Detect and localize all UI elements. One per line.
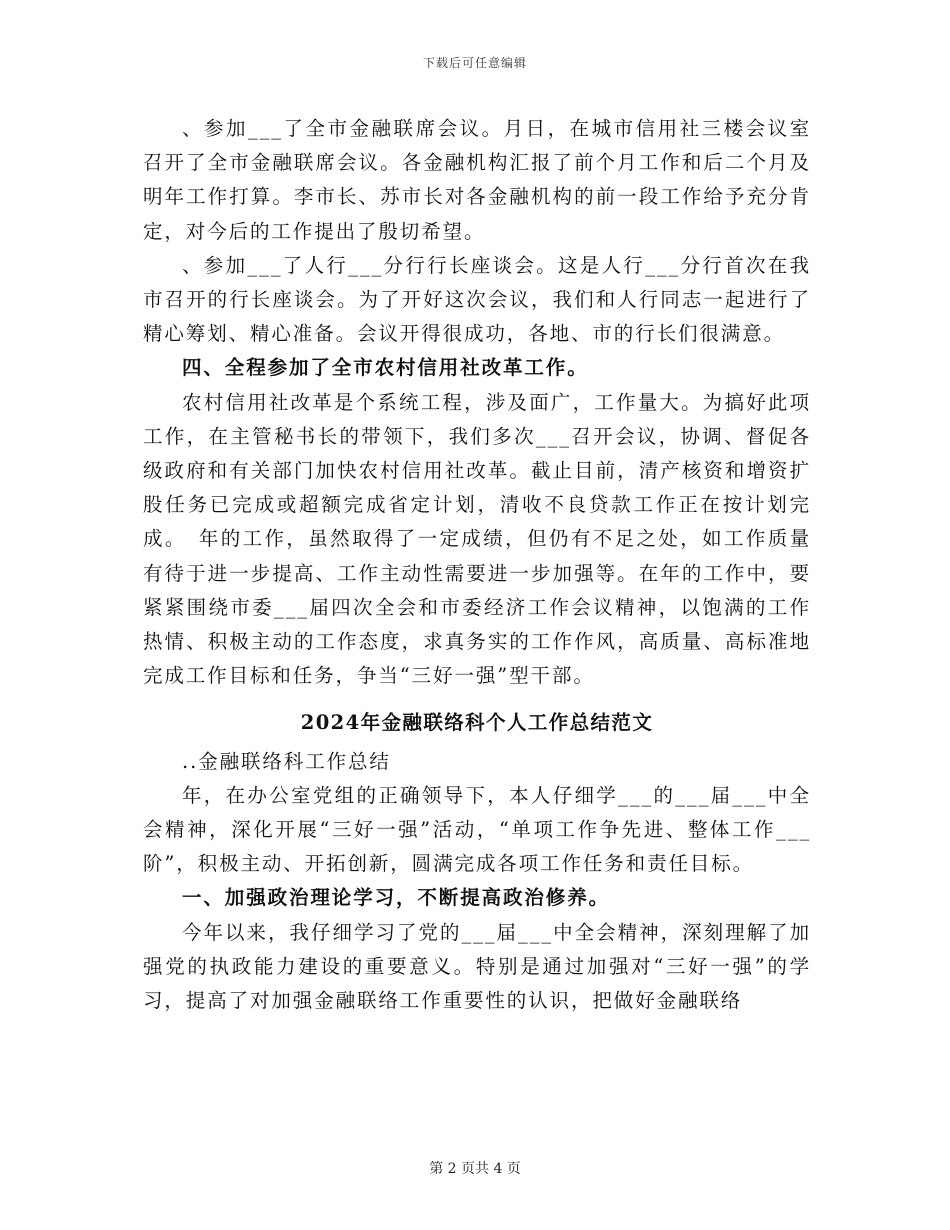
page-header: 下载后可任意编辑 <box>422 56 527 70</box>
paragraph-intro: 年，在办公室党组的正确领导下，本人仔细学___的___届___中全会精神，深化开展“三好一强”活动，“单项工作争先进、整体工作___阶”，积极主动、开拓创新，圆满完成各项工作任务和责任目标。 <box>143 783 811 876</box>
page-footer: 第 2 页共 4 页 <box>429 1161 521 1177</box>
paragraph-financial-meeting: 、参加___了全市金融联席会议。月日，在城市信用社三楼会议室召开了全市金融联席会议。各金融机构汇报了前个月工作和后二个月及明年工作打算。李市长、苏市长对各金融机构的前一段工作给予充分肯定，对今后的工作提出了殷切希望。 <box>143 117 811 243</box>
paragraph-study: 今年以来，我仔细学习了党的___届___中全会精神，深刻理解了加强党的执政能力建设的重要意义。特别是通过加强对“三好一强”的学习，提高了对加强金融联络工作重要性的认识，把做好金融联络 <box>143 920 811 1013</box>
heading-rural-credit-reform: 四、全程参加了全市农村信用社改革工作。 <box>182 356 589 380</box>
paragraph-bank-forum: 、参加___了人行___分行行长座谈会。这是人行___分行首次在我市召开的行长座谈会。为了开好这次会议，我们和人行同志一起进行了精心筹划、精心准备。会议开得很成功，各地、市的行长们很满意。 <box>143 253 811 346</box>
paragraph-rural-credit: 农村信用社改革是个系统工程，涉及面广，工作量大。为搞好此项工作，在主管秘书长的带领下，我们多次___召开会议，协调、督促各级政府和有关部门加快农村信用社改革。截止目前，清产核资和增资扩股任务已完成或超额完成省定计划，清收不良贷款工作正在按计划完成。 年的工作，虽然取得了一定成绩，但仍有不足之处，如工作质量有待于进一步提高、工作主动性需要进一步加强等。在年的工作中，要紧紧围绕市委___届四次全会和市委经济工作会议精神，以饱满的工作热情、积极主动的工作态度，求真务实的工作作风，高质量、高标准地完成工作目标和任务，争当“三好一强”型干部。 <box>143 390 811 688</box>
document-title: 2024年金融联络科个人工作总结范文 <box>300 711 654 735</box>
subtitle-line: ..金融联络科工作总结 <box>182 749 391 773</box>
heading-political-study: 一、加强政治理论学习，不断提高政治修养。 <box>182 886 611 910</box>
document-body <box>143 112 811 1018</box>
